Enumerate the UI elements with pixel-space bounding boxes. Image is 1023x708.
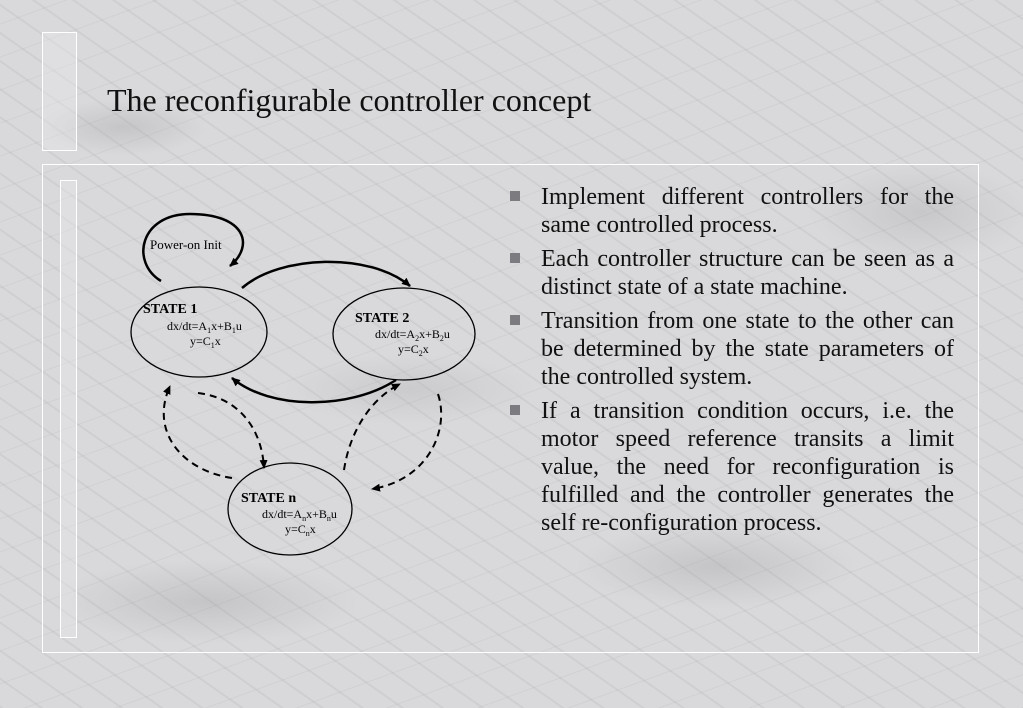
transition-2-to-1-arrow [232,378,396,402]
power-on-label: Power-on Init [150,237,222,252]
bullet-list [506,183,954,543]
state-1-output: $y=C_1x$ [190,334,221,350]
bullet-text: Implement different controllers for the same controlled process. [541,184,954,238]
slide-title: The reconfigurable controller concept [107,82,592,118]
bullet-text: Transition from one state to the other can be determined by the state parameters of the controlled system. [541,308,954,390]
state-2-title: STATE 2 [355,311,410,326]
decorative-bar-top [42,32,77,151]
bullet-item [506,307,954,391]
bullet-text: If a transition condition occurs, i.e. the motor speed reference transits a limit value, the need for reconfiguration is fulfilled and the controller generates the self re-configuration process. [541,398,954,536]
state-1-title: STATE 1 [143,302,198,317]
bullet-item [506,183,954,239]
state-machine-diagram [120,190,500,580]
square-bullet-icon [510,315,520,325]
bullet-item [506,397,954,537]
state-n-equation: $dx/dt=A_nx+B_nu$ [262,507,337,523]
bullet-text: Each controller structure can be seen as a distinct state of a state machine. [541,246,954,300]
transition-1-to-n-arrow [198,393,264,468]
state-1-equation: $dx/dt=A_1x+B_1u$ [167,319,242,335]
square-bullet-icon [510,405,520,415]
state-2-output: $y=C_2x$ [398,342,429,358]
square-bullet-icon [510,191,520,201]
state-n-output: $y=C_nx$ [285,522,316,538]
square-bullet-icon [510,253,520,263]
bullet-item [506,245,954,301]
transition-1-to-2-arrow [242,262,410,288]
state-n-title: STATE n [241,491,297,506]
state-2-equation: $dx/dt=A_2x+B_2u$ [375,327,450,343]
transition-2-to-n-arrow [372,394,441,489]
decorative-bar-left [60,180,77,638]
